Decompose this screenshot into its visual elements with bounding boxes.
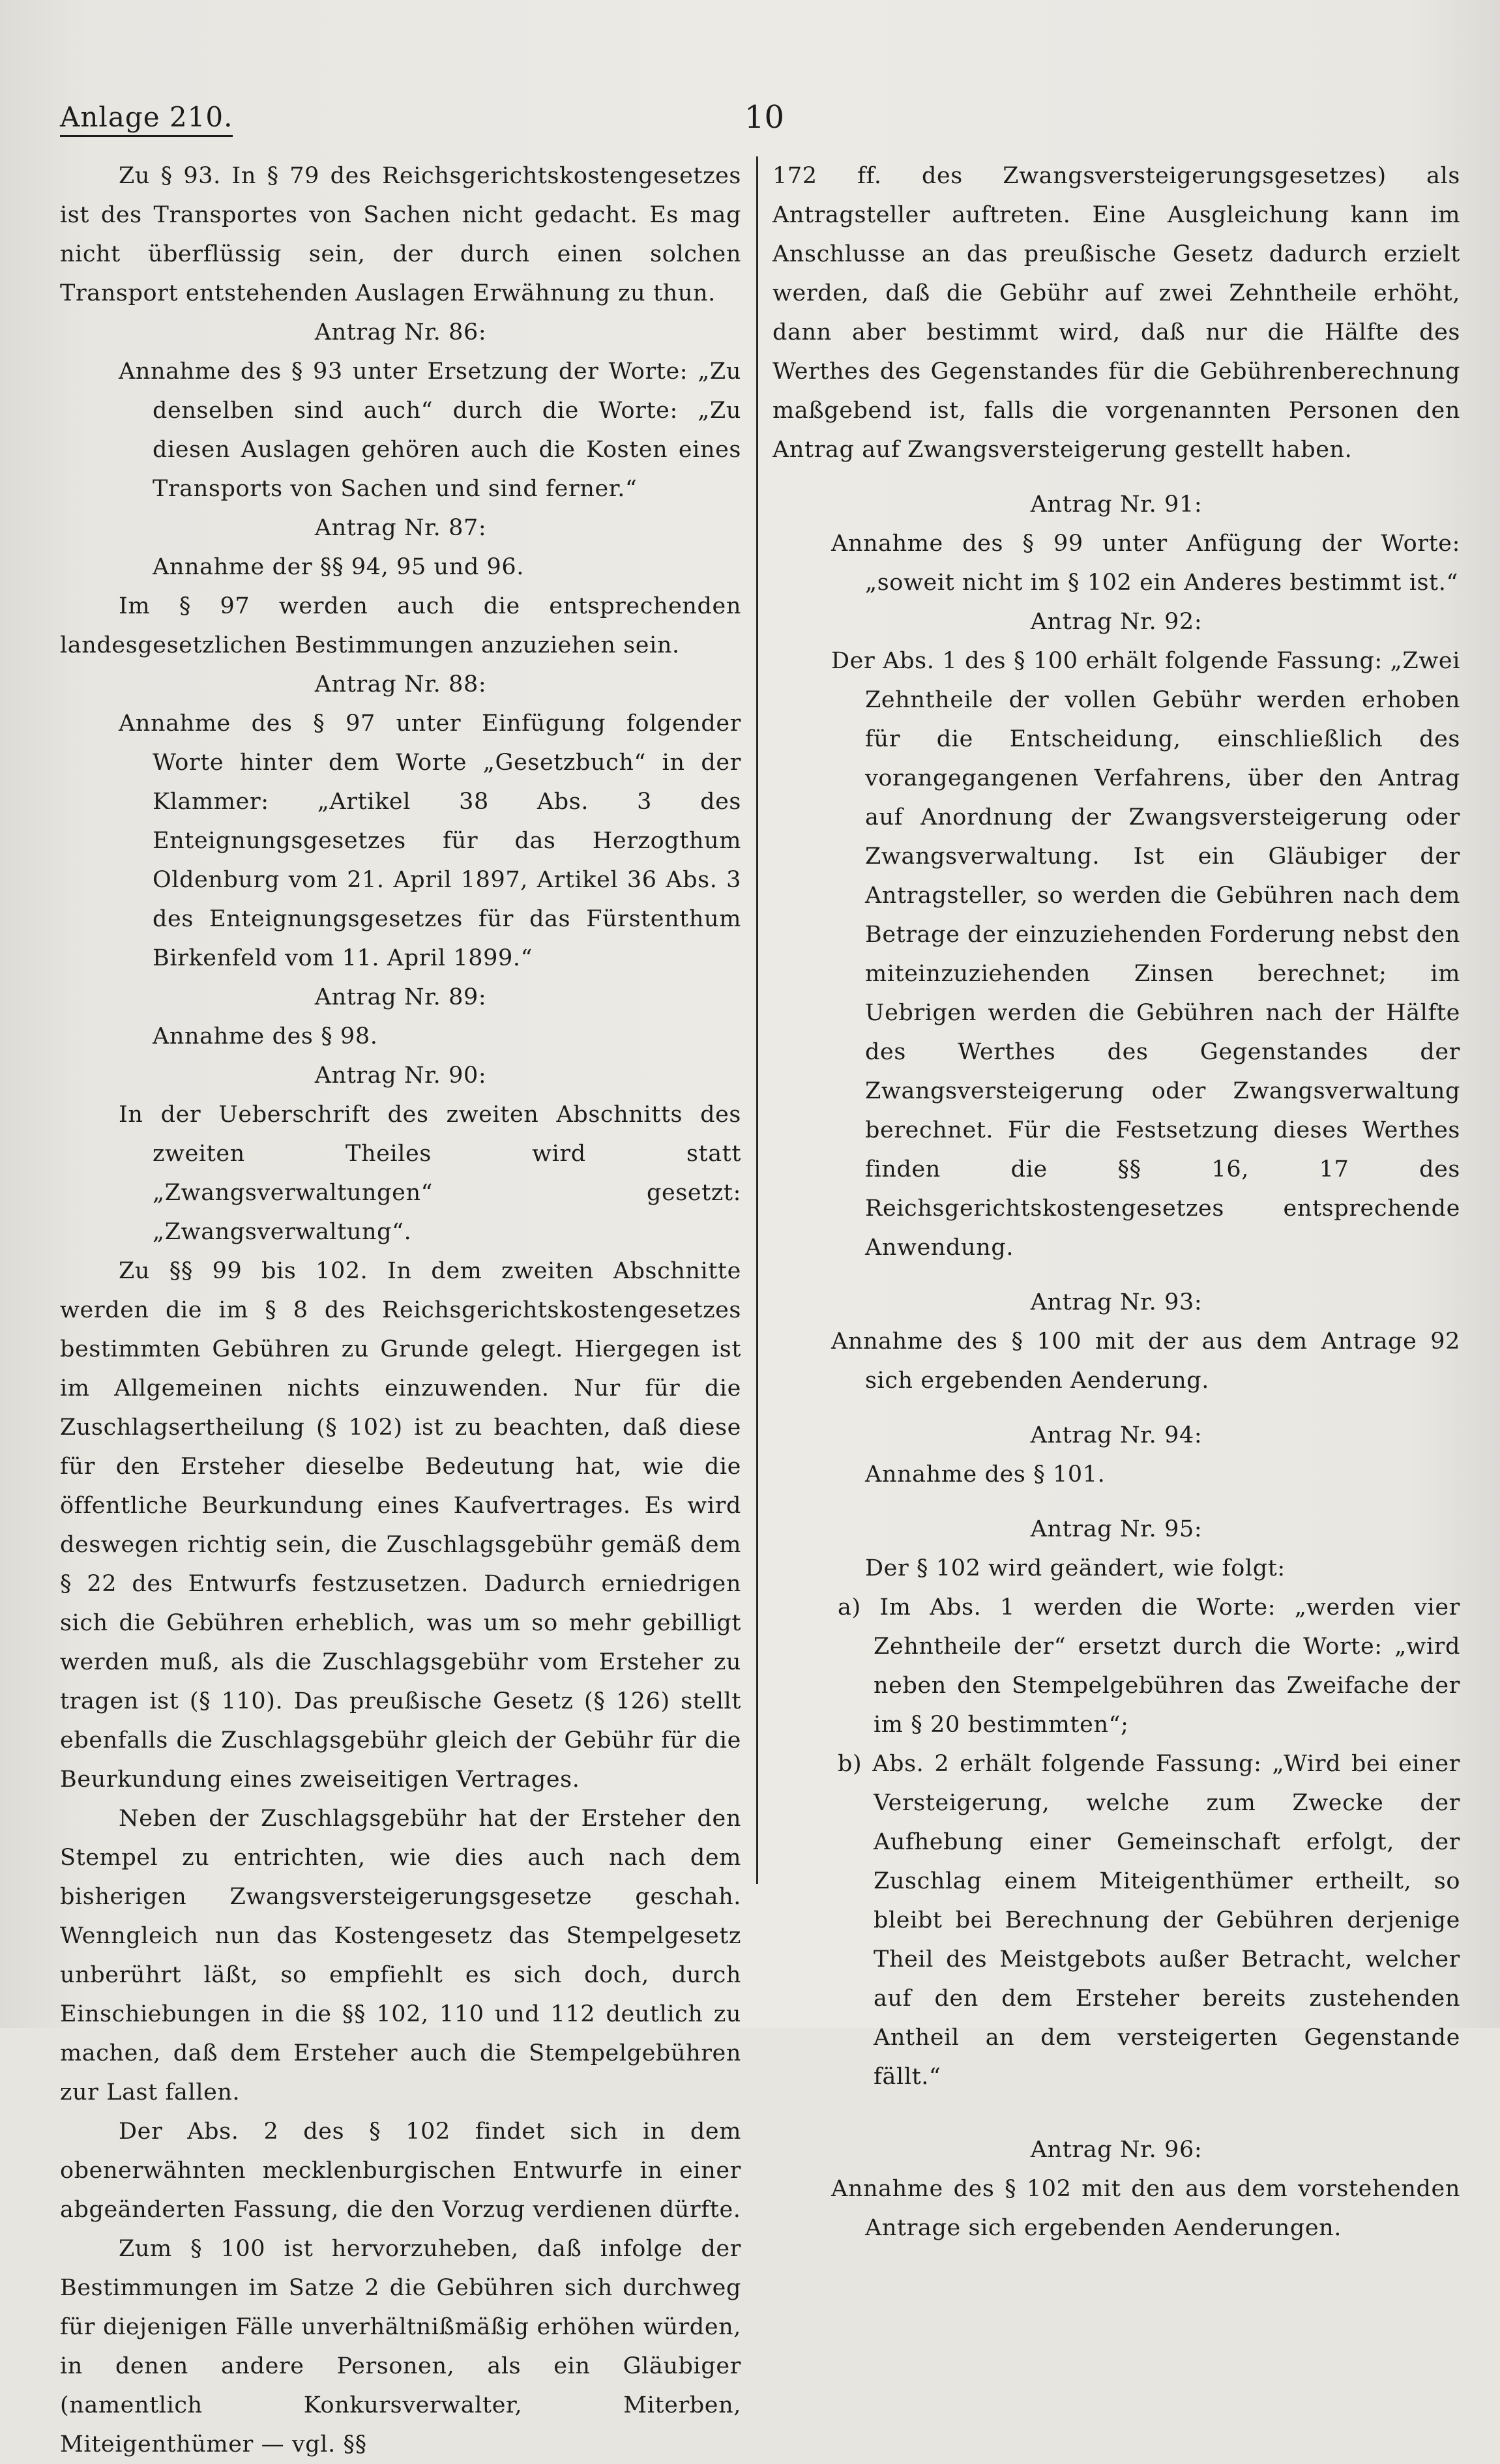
antrag-94-text: Annahme des § 101. <box>865 1461 1106 1488</box>
antrag-86-text: Annahme des § 93 unter Ersetzung der Worte: „Zu denselben sind auch“ durch die Worte: „Zu diesen Auslagen gehören auch die Kosten eines Transports von Sachen und sind ferner.“ <box>119 359 741 502</box>
antrag-87-heading: Antrag Nr. 87: <box>314 515 487 541</box>
antrag-88-text: Annahme des § 97 unter Einfügung folgender Worte hinter dem Worte „Gesetzbuch“ in der Klammer: „Artikel 38 Abs. 3 des Enteignungsgesetzes für das Herzogthum Oldenburg vom 21. April 1897, Artikel 36 Abs. 3 des Enteignungsgesetzes für das Fürstenthum Birkenfeld vom 11. April 1899.“ <box>119 711 741 971</box>
right-column <box>772 156 1460 2248</box>
antrag-95-intro: Der § 102 wird geändert, wie folgt: <box>865 1555 1286 1581</box>
paragraph-97: Im § 97 werden auch die entsprechenden landesgesetzlichen Bestimmungen anzuziehen sein. <box>60 593 741 658</box>
page-header <box>60 101 1455 140</box>
paragraph-zu-93: Zu § 93. In § 79 des Reichsgerichtskostengesetzes ist des Transportes von Sachen nicht gedacht. Es mag nicht überflüssig sein, der durch einen solchen Transport entstehenden Auslagen Erwähnung zu thun. <box>60 163 741 306</box>
antrag-96-text: Annahme des § 102 mit den aus dem vorstehenden Antrage sich ergebenden Aenderungen. <box>831 2176 1460 2241</box>
paragraph-abs2: Der Abs. 2 des § 102 findet sich in dem obenerwähnten mecklenburgischen Entwurfe in einer abgeänderten Fassung, die den Vorzug verdienen dürfte. <box>60 2119 741 2223</box>
antrag-94-heading: Antrag Nr. 94: <box>1030 1422 1203 1448</box>
antrag-93-text: Annahme des § 100 mit der aus dem Antrage 92 sich ergebenden Aenderung. <box>831 1328 1460 1394</box>
antrag-86-heading: Antrag Nr. 86: <box>314 319 487 345</box>
paragraph-zuschlagsgebuehr: Neben der Zuschlagsgebühr hat der Ersteher den Stempel zu entrichten, wie dies auch nach dem bisherigen Zwangsversteigerungsgesetze geschah. Wenngleich nun das Kostengesetz das Stempelgesetz unberührt läßt, so empfiehlt es sich doch, durch Einschiebungen in die §§ 102, 110 und 112 deutlich zu machen, daß dem Ersteher auch die Stempelgebühren zur Last fallen. <box>60 1806 741 2105</box>
column-divider <box>756 156 758 1884</box>
antrag-95-item-a: a) Im Abs. 1 werden die Worte: „werden vier Zehntheile der“ ersetzt durch die Worte: „wird neben den Stempelgebühren das Zweifache der im § 20 bestimmten“; <box>838 1594 1460 1738</box>
paragraph-zu-99-102: Zu §§ 99 bis 102. In dem zweiten Abschnitte werden die im § 8 des Reichsgerichtskostengesetzes bestimmten Gebühren zu Grunde gelegt. Hiergegen ist im Allgemeinen nichts einzuwenden. Nur für die Zuschlagsertheilung (§ 102) ist zu beachten, daß diese für den Ersteher dieselbe Bedeutung hat, wie die öffentliche Beurkundung eines Kaufvertrages. Es wird deswegen richtig sein, die Zuschlagsgebühr gemäß dem § 22 des Entwurfs festzusetzen. Dadurch erniedrigen sich die Gebühren erheblich, was um so mehr gebilligt werden muß, als die Zuschlagsgebühr vom Ersteher zu tragen ist (§ 110). Das preußische Gesetz (§ 126) stellt ebenfalls die Zuschlagsgebühr gleich der Gebühr für die Beurkundung eines zweiseitigen Vertrages. <box>60 1258 741 1793</box>
left-column <box>60 156 741 2464</box>
antrag-90-heading: Antrag Nr. 90: <box>314 1063 487 1089</box>
antrag-93-heading: Antrag Nr. 93: <box>1030 1289 1203 1315</box>
antrag-96-heading: Antrag Nr. 96: <box>1030 2137 1203 2163</box>
page-number: 10 <box>744 99 785 136</box>
antrag-89-text: Annahme des § 98. <box>153 1023 378 1049</box>
paragraph-zum-100: Zum § 100 ist hervorzuheben, daß infolge der Bestimmungen im Satze 2 die Gebühren sich durchweg für diejenigen Fälle unverhältnißmäßig erhöhen würden, in denen andere Personen, als ein Gläubiger (namentlich Konkursverwalter, Miterben, Miteigenthümer — vgl. §§ <box>60 2236 741 2457</box>
paragraph-continuation: 172 ff. des Zwangsversteigerungsgesetzes) als Antragsteller auftreten. Eine Ausgleichung kann im Anschlusse an das preußische Gesetz dadurch erzielt werden, daß die Gebühr auf zwei Zehntheile erhöht, dann aber bestimmt wird, daß nur die Hälfte des Werthes des Gegenstandes für die Gebührenberechnung maßgebend ist, falls die vorgenannten Personen den Antrag auf Zwangsversteigerung gestellt haben. <box>772 163 1460 463</box>
antrag-92-text: Der Abs. 1 des § 100 erhält folgende Fassung: „Zwei Zehntheile der vollen Gebühr werden erhoben für die Entscheidung, einschließlich des vorangegangenen Verfahrens, über den Antrag auf Anordnung der Zwangsversteigerung oder Zwangsverwaltung. Ist ein Gläubiger der Antragsteller, so werden die Gebühren nach dem Betrage der einzuziehenden Forderung nebst den miteinzuziehenden Zinsen berechnet; im Uebrigen werden die Gebühren nach der Hälfte des Werthes des Gegenstandes der Zwangsversteigerung oder Zwangsverwaltung berechnet. Für die Festsetzung dieses Werthes finden die §§ 16, 17 des Reichsgerichtskostengesetzes entsprechende Anwendung. <box>831 648 1460 1261</box>
antrag-91-heading: Antrag Nr. 91: <box>1030 491 1203 518</box>
antrag-95-item-b: b) Abs. 2 erhält folgende Fassung: „Wird bei einer Versteigerung, welche zum Zwecke der Aufhebung einer Gemeinschaft erfolgt, der Zuschlag einem Miteigenthümer ertheilt, so bleibt bei Berechnung der Gebühren derjenige Theil des Meistgebots außer Betracht, welcher auf den dem Ersteher bereits zustehenden Antheil an dem versteigerten Gegenstande fällt.“ <box>838 1751 1460 2090</box>
antrag-90-text: In der Ueberschrift des zweiten Abschnitts des zweiten Theiles wird statt „Zwangsverwaltungen“ gesetzt: „Zwangsverwaltung“. <box>119 1102 741 1245</box>
antrag-88-heading: Antrag Nr. 88: <box>314 671 487 697</box>
antrag-95-heading: Antrag Nr. 95: <box>1030 1516 1203 1542</box>
antrag-87-text: Annahme der §§ 94, 95 und 96. <box>153 554 525 580</box>
antrag-91-text: Annahme des § 99 unter Anfügung der Worte: „soweit nicht im § 102 ein Anderes bestimmt ist.“ <box>831 531 1460 596</box>
antrag-92-heading: Antrag Nr. 92: <box>1030 609 1203 635</box>
annex-label: Anlage 210. <box>60 101 233 137</box>
antrag-89-heading: Antrag Nr. 89: <box>314 984 487 1010</box>
